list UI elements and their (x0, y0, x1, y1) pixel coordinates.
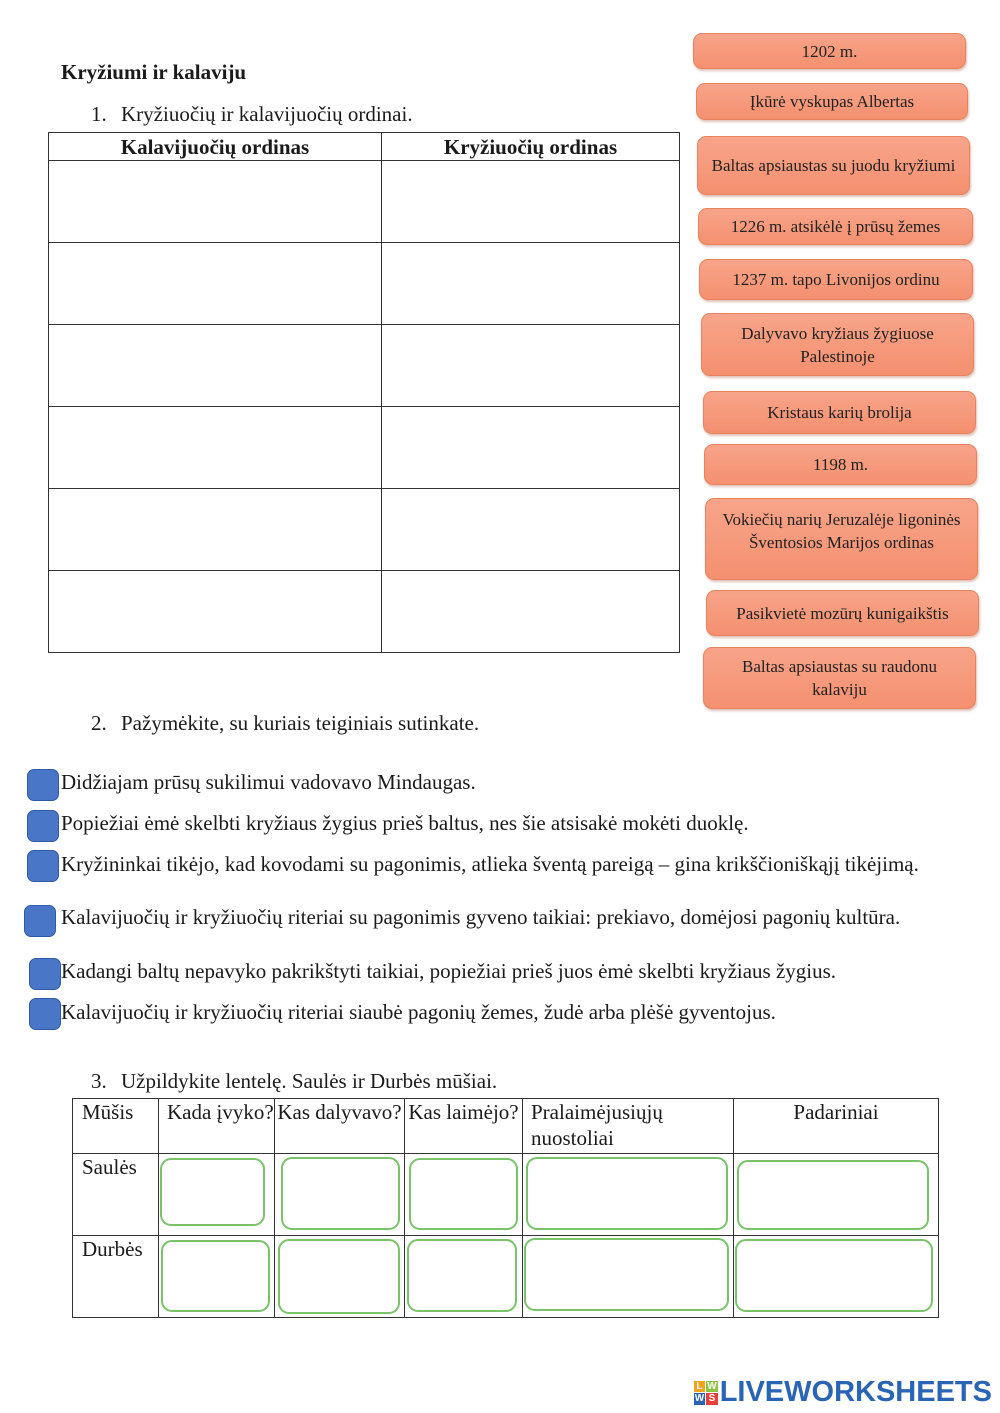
drag-card-1198[interactable]: 1198 m. (704, 444, 977, 485)
column-header-kalavijuociu: Kalavijuočių ordinas (49, 133, 382, 161)
drag-card-mozuru[interactable]: Pasikvietė mozūrų kunigaikštis (706, 590, 979, 636)
drop-cell[interactable] (49, 571, 382, 653)
header-musis: Mūšis (73, 1099, 159, 1154)
answer-box-durbes-padariniai[interactable] (735, 1239, 933, 1312)
page-title: Kryžiumi ir kalaviju (61, 60, 247, 84)
section-1-text: Kryžiuočių ir kalavijuočių ordinai. (121, 102, 413, 126)
logo-mark-letter: W (707, 1380, 717, 1392)
drop-cell[interactable] (49, 489, 382, 571)
drop-cell[interactable] (382, 161, 680, 243)
logo-mark-letter: S (706, 1393, 718, 1405)
drag-card-albertas[interactable]: Įkūrė vyskupas Albertas (696, 83, 968, 120)
drop-cell[interactable] (382, 407, 680, 489)
answer-box-durbes-dalyvavo[interactable] (278, 1239, 400, 1314)
section-2-text: Pažymėkite, su kuriais teiginiais sutinkate. (121, 711, 480, 735)
statement-checkbox[interactable] (29, 958, 61, 990)
liveworksheets-logo (694, 1376, 992, 1409)
statement-checkbox[interactable] (27, 850, 59, 882)
drop-cell[interactable] (49, 325, 382, 407)
header-nuostoliai: Pralaimėjusiųjų nuostoliai (523, 1099, 734, 1154)
answer-box-saules-laimejo[interactable] (409, 1158, 518, 1230)
answer-box-saules-dalyvavo[interactable] (281, 1157, 400, 1230)
drag-card-1237[interactable]: 1237 m. tapo Livonijos ordinu (699, 259, 973, 300)
answer-box-saules-kada[interactable] (160, 1158, 265, 1226)
answer-box-durbes-laimejo[interactable] (407, 1239, 517, 1312)
section-2-number: 2. (91, 711, 107, 735)
drag-card-raudonu-kalaviju[interactable]: Baltas apsiaustas su raudonu kalaviju (703, 647, 976, 709)
section-2-heading (91, 711, 479, 736)
statement-checkbox[interactable] (29, 998, 61, 1030)
drop-cell[interactable] (49, 407, 382, 489)
drop-cell[interactable] (382, 325, 680, 407)
drag-card-1226[interactable]: 1226 m. atsikėlė į prūsų žemes (698, 208, 973, 245)
drag-card-juodu-kryziumi[interactable]: Baltas apsiaustas su juodu kryžiumi (697, 136, 970, 195)
statement-text: Kryžininkai tikėjo, kad kovodami su pagonimis, atlieka šventą pareigą – gina krikščioniškąjį tikėjimą. (61, 852, 919, 876)
section-3-heading (91, 1069, 497, 1094)
answer-box-durbes-nuostoliai[interactable] (524, 1238, 729, 1311)
section-1-number: 1. (91, 102, 107, 126)
statement-checkbox[interactable] (27, 810, 59, 842)
logo-text: LIVEWORKSHEETS (719, 1376, 992, 1408)
column-header-kryziuociu: Kryžiuočių ordinas (382, 133, 680, 161)
logo-mark-icon (694, 1381, 718, 1405)
drop-cell[interactable] (382, 489, 680, 571)
drag-card-palestinoje[interactable]: Dalyvavo kryžiaus žygiuose Palestinoje (701, 313, 974, 376)
header-kada: Kada įvyko? (159, 1099, 275, 1154)
drop-cell[interactable] (382, 243, 680, 325)
drop-cell[interactable] (382, 571, 680, 653)
section-1-heading (91, 102, 413, 127)
statement-text: Didžiajam prūsų sukilimui vadovavo Mindaugas. (61, 770, 476, 794)
row-label-durbes: Durbės (73, 1236, 159, 1318)
header-padariniai: Padariniai (734, 1099, 939, 1154)
logo-mark-letter: L (694, 1381, 706, 1393)
statement-text: Kalavijuočių ir kryžiuočių riteriai siaubė pagonių žemes, žudė arba plėšė gyventojus. (61, 1000, 776, 1024)
drag-card-marijos-ordinas[interactable]: Vokiečių narių Jeruzalėje ligoninės Šventosios Marijos ordinas (705, 498, 978, 580)
drop-cell[interactable] (49, 161, 382, 243)
answer-box-saules-padariniai[interactable] (737, 1160, 929, 1230)
orders-table (48, 132, 680, 653)
drag-card-1202[interactable]: 1202 m. (693, 33, 966, 69)
statement-checkbox[interactable] (24, 905, 56, 937)
row-label-saules: Saulės (73, 1154, 159, 1236)
section-3-number: 3. (91, 1069, 107, 1093)
statement-text: Popiežiai ėmė skelbti kryžiaus žygius prieš baltus, nes šie atsisakė mokėti duoklę. (61, 811, 749, 835)
header-kas-dalyvavo: Kas dalyvavo? (275, 1099, 405, 1154)
section-3-text: Užpildykite lentelę. Saulės ir Durbės mūšiai. (121, 1069, 498, 1093)
statement-checkbox[interactable] (27, 769, 59, 801)
statement-text: Kalavijuočių ir kryžiuočių riteriai su pagonimis gyveno taikiai: prekiavo, domėjosi pagonių kultūra. (61, 905, 901, 929)
statement-text: Kadangi baltų nepavyko pakrikštyti taikiai, popiežiai prieš juos ėmė skelbti kryžiaus žygius. (61, 959, 837, 983)
drop-cell[interactable] (49, 243, 382, 325)
drag-card-kristaus-kariu[interactable]: Kristaus karių brolija (703, 391, 976, 434)
logo-mark-letter: W (694, 1393, 705, 1405)
header-kas-laimejo: Kas laimėjo? (405, 1099, 523, 1154)
answer-box-durbes-kada[interactable] (161, 1240, 270, 1312)
answer-box-saules-nuostoliai[interactable] (526, 1157, 728, 1230)
